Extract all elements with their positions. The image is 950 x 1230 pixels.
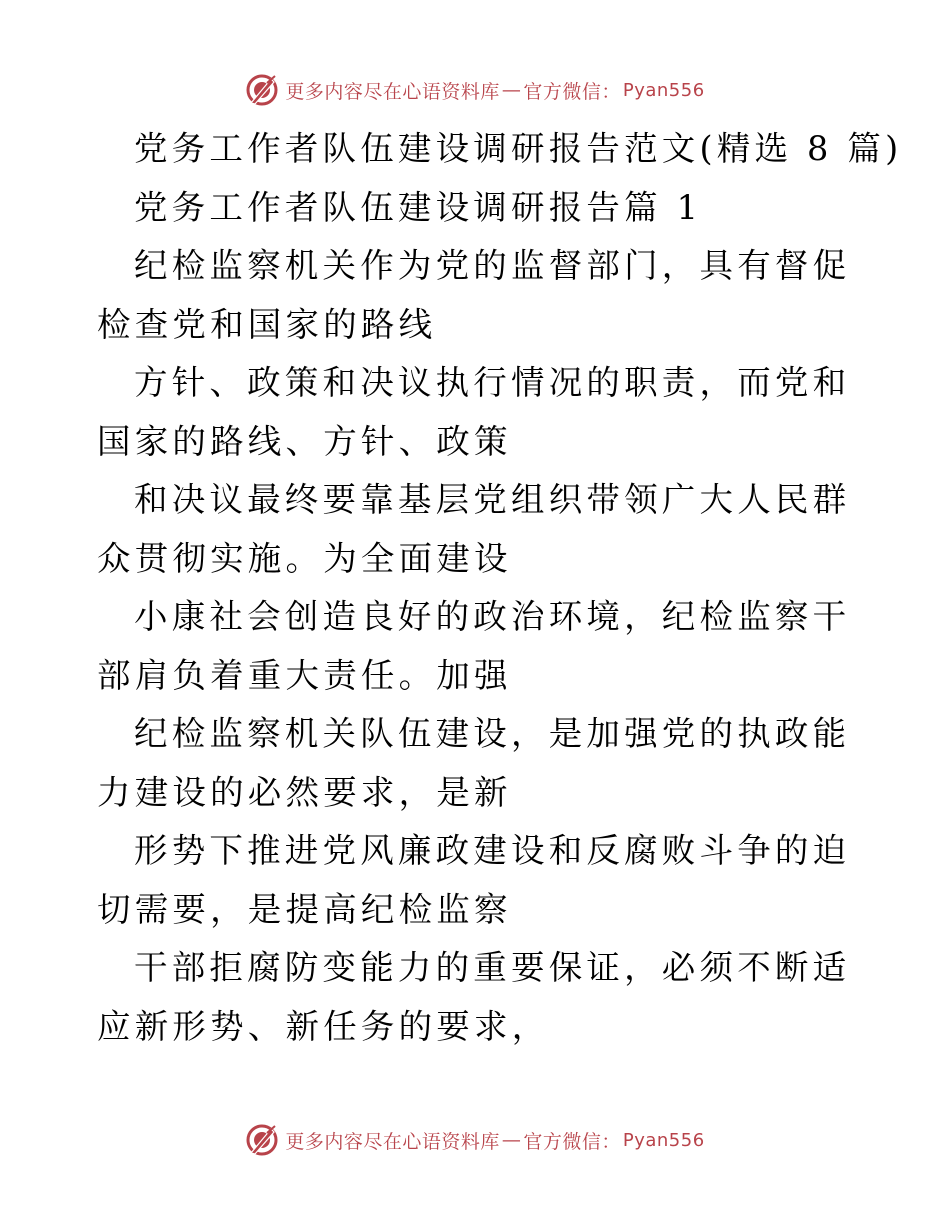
paragraph: 方针、政策和决议执行情况的职责，而党和国家的路线、方针、政策 [97,363,851,461]
banner-contact-label: 官方微信： [523,80,621,103]
banner-contact-label: 官方微信： [523,1130,621,1153]
header-banner [0,70,950,110]
document-body [97,120,903,1056]
paragraph: 纪检监察机关队伍建设，是加强党的执政能力建设的必然要求，是新 [97,714,851,812]
paragraph: 小康社会创造良好的政治环境，纪检监察干部肩负着重大责任。加强 [97,597,851,695]
quill-pen-logo-icon [245,1123,279,1157]
paragraph: 和决议最终要靠基层党组织带领广大人民群众贯彻实施。为全面建设 [97,480,851,578]
quill-pen-logo-icon [245,73,279,107]
banner-contact-id: Pyan556 [622,79,705,101]
banner-separator: — [501,79,522,101]
banner-brand: 更多内容尽在心语资料库 [285,80,500,103]
section-title: 党务工作者队伍建设调研报告篇 1 [134,187,703,227]
paragraph: 形势下推进党风廉政建设和反腐败斗争的迫切需要，是提高纪检监察 [97,831,851,929]
banner-separator: — [501,1129,522,1151]
document-title: 党务工作者队伍建设调研报告范文(精选 8 篇) [134,129,903,168]
banner-text [285,77,704,104]
paragraph: 纪检监察机关作为党的监督部门，具有督促检查党和国家的路线 [97,246,851,344]
banner-contact-id: Pyan556 [622,1129,705,1151]
banner-text [285,1127,704,1154]
paragraph: 干部拒腐防变能力的重要保证，必须不断适应新形势、新任务的要求， [97,948,851,1046]
banner-brand: 更多内容尽在心语资料库 [285,1130,500,1153]
footer-banner [0,1120,950,1160]
